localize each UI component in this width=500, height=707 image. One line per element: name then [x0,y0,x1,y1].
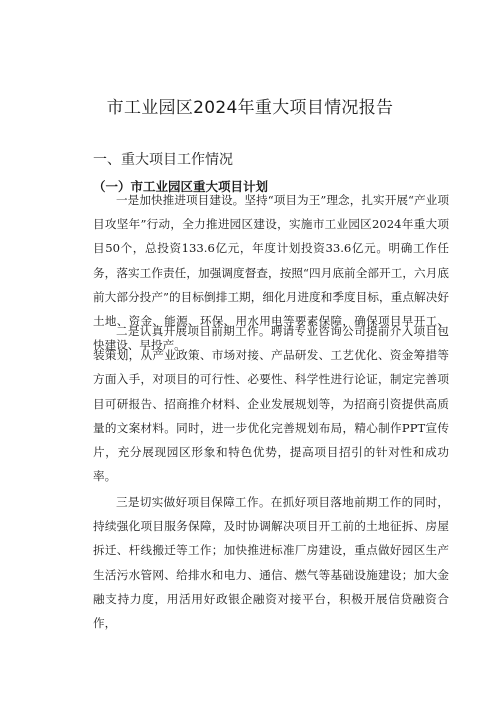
document-title: 市工业园区2024年重大项目情况报告 [106,98,394,118]
paragraph-project-preparation: 二是认真开展项目前期工作。聘请专业咨询公司提前介入项目包装策划，从产业政策、市场对接、产品研发、工艺优化、资金筹措等方面入手，对项目的可行性、必要性、科学性进行论证，制定完善项目可研报告、招商推介材料、企业发展规划等，为招商引资提供高质量的文案材料。同时，进一步优化完善规划布局，精心制作PPT宣传片，充分展现园区形象和特色优势，提高项目招引的针对性和成功率。 [93,324,449,484]
paragraph-project-construction: 一是加快推进项目建设。坚持“项目为王”理念，扎实开展“产业项目攻坚年”行动，全力推进园区建设，实施市工业园区2024年重大项目50个，总投资133.6亿元，年度计划投资33.6亿元。明确工作任务，落实工作责任，加强调度督查，按照“四月底前全部开工，六月底前大部分投产”的目标倒排工期，细化月进度和季度目标，重点解决好土地、资金、能源、环保、用水用电等要素保障，确保项目早开工、快建设、早投产。 [93,193,449,353]
subsection-heading: （一）市工业园区重大项目计划 [93,179,269,194]
section-heading: 一、重大项目工作情况 [93,152,233,168]
paragraph-project-support: 三是切实做好项目保障工作。在抓好项目落地前期工作的同时，持续强化项目服务保障，及时协调解决项目开工前的土地征拆、房屋拆迁、杆线搬迁等工作；加快推进标准厂房建设，重点做好园区生产生活污水管网、给排水和电力、通信、燃气等基础设施建设；加大金融支持力度，用活用好政银企融资对接平台，积极开展信贷融资合作， [93,495,449,631]
